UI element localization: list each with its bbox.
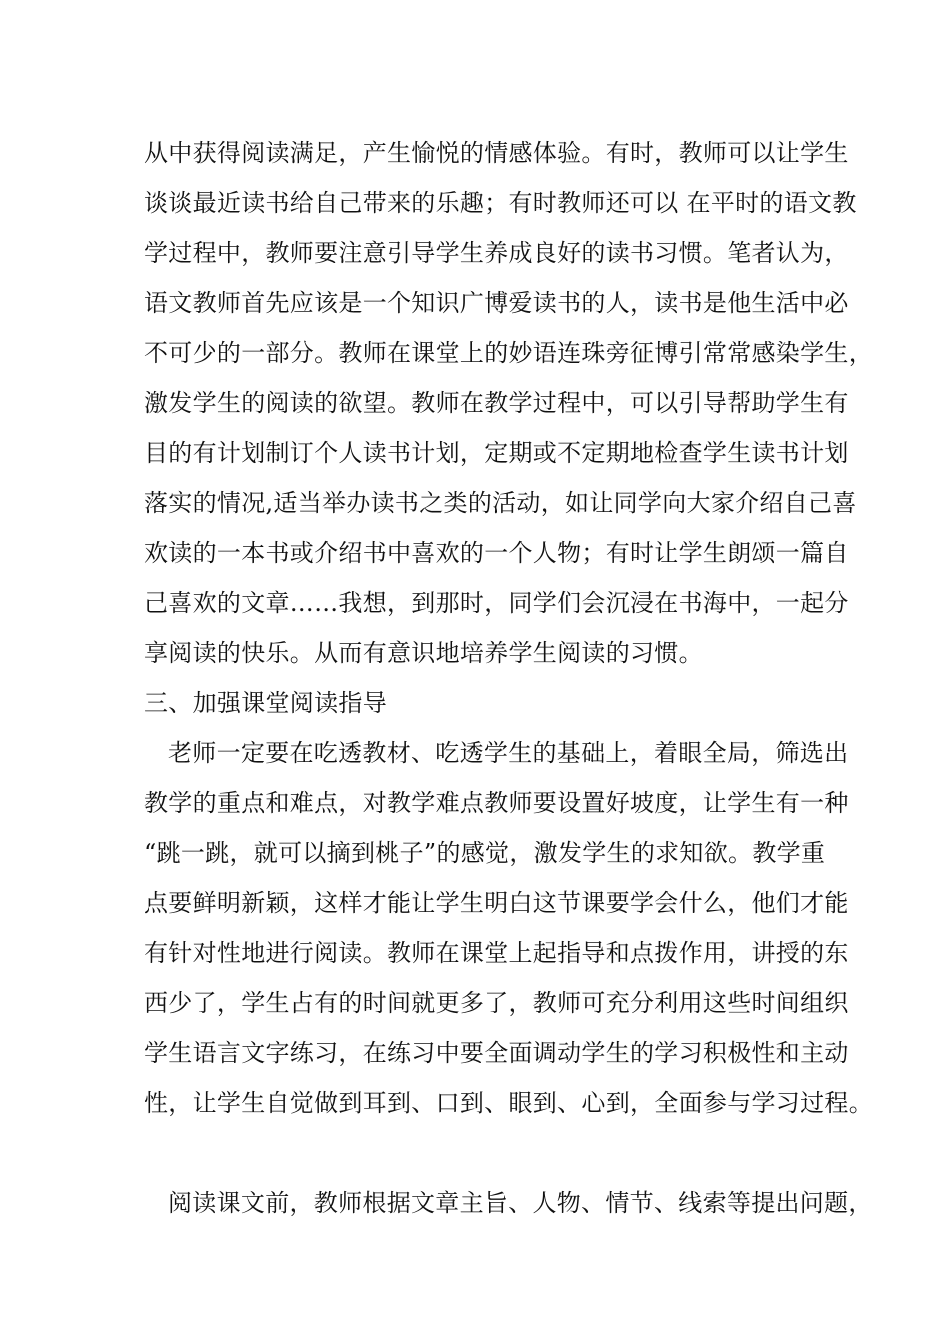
text-line-19: 学生语言文字练习，在练习中要全面调动学生的学习积极性和主动 [144, 1039, 849, 1067]
text-line-1: 从中获得阅读满足，产生愉悦的情感体验。有时，教师可以让学生 [144, 139, 849, 167]
text-line-5: 不可少的一部分。教师在课堂上的妙语连珠旁征博引常常感染学生， [144, 339, 873, 367]
text-line-11: 享阅读的快乐。从而有意识地培养学生阅读的习惯。 [144, 639, 703, 667]
text-line-9: 欢读的一本书或介绍书中喜欢的一个人物；有时让学生朗颂一篇自 [144, 539, 849, 567]
text-line-7: 目的有计划制订个人读书计划，定期或不定期地检查学生读书计划 [144, 439, 849, 467]
text-line-4: 语文教师首先应该是一个知识广博爱读书的人，读书是他生活中必 [144, 289, 849, 317]
text-line-17: 有针对性地进行阅读。教师在课堂上起指导和点拨作用，讲授的东 [144, 939, 849, 967]
text-line-10: 己喜欢的文章……我想，到那时，同学们会沉浸在书海中，一起分 [144, 589, 849, 617]
text-line-18: 西少了，学生占有的时间就更多了，教师可充分利用这些时间组织 [144, 989, 849, 1017]
text-line-2: 谈谈最近读书给自己带来的乐趣；有时教师还可以 在平时的语文教 [144, 189, 857, 217]
text-line-13: 老师一定要在吃透教材、吃透学生的基础上，着眼全局，筛选出 [168, 739, 849, 767]
text-line-21: 阅读课文前，教师根据文章主旨、人物、情节、线索等提出问题， [168, 1189, 873, 1217]
text-line-14: 教学的重点和难点，对教学难点教师要设置好坡度，让学生有一种 [144, 789, 849, 817]
text-line-6: 激发学生的阅读的欲望。教师在教学过程中，可以引导帮助学生有 [144, 389, 849, 417]
text-line-3: 学过程中，教师要注意引导学生养成良好的读书习惯。笔者认为， [144, 239, 849, 267]
text-line-16: 点要鲜明新颖，这样才能让学生明白这节课要学会什么，他们才能 [144, 889, 849, 917]
section-heading: 三、加强课堂阅读指导 [144, 689, 387, 717]
text-line-15: “跳一跳，就可以摘到桃子”的感觉，激发学生的求知欲。教学重 [144, 839, 826, 867]
text-line-8: 落实的情况,适当举办读书之类的活动，如让同学向大家介绍自己喜 [144, 489, 857, 517]
text-line-20: 性，让学生自觉做到耳到、口到、眼到、心到，全面参与学习过程。 [144, 1089, 873, 1117]
